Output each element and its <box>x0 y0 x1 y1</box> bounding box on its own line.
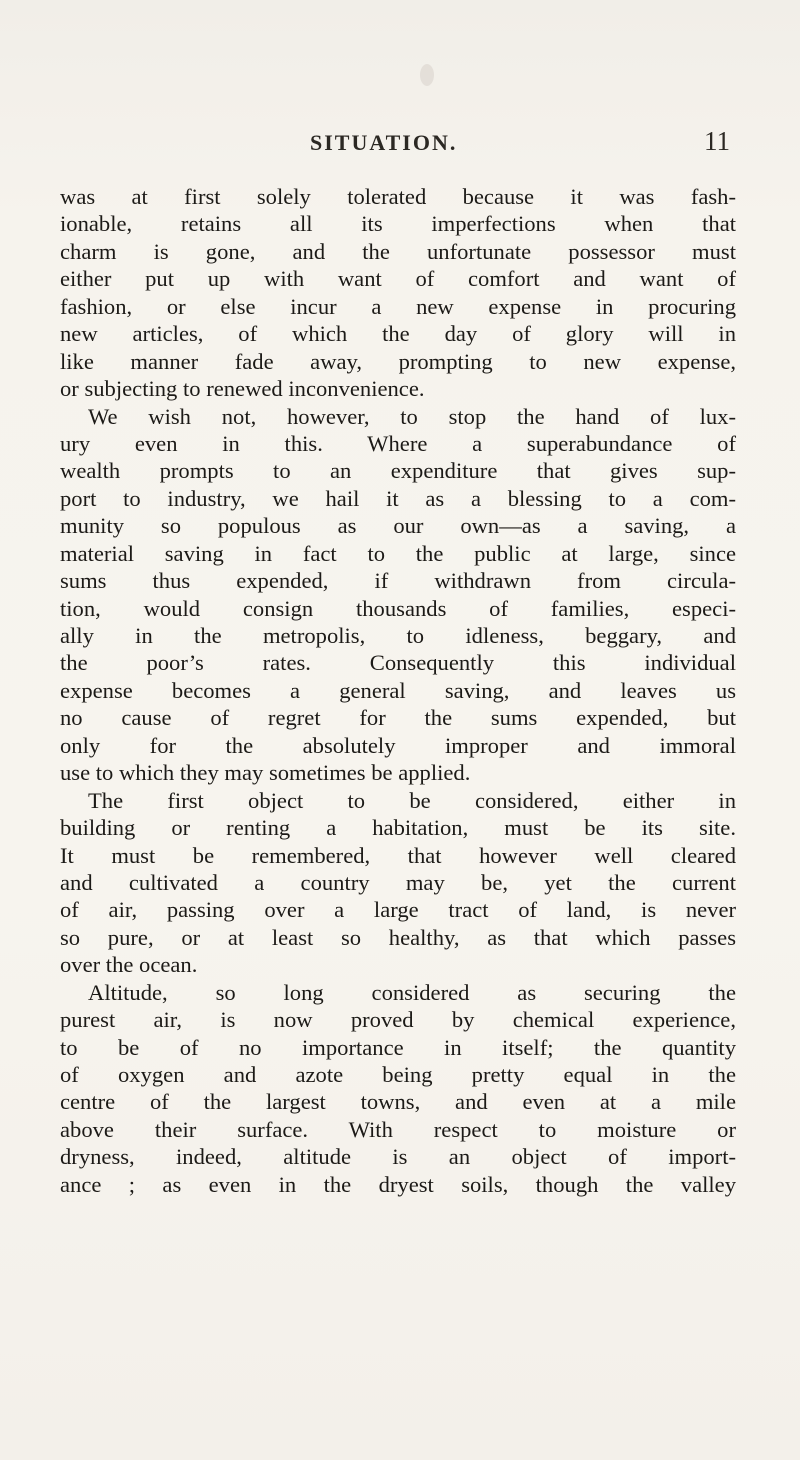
text-line: and cultivated a country may be, yet the current <box>60 869 736 895</box>
text-line: like manner fade away, prompting to new expense, <box>60 348 736 374</box>
text-line: the poor’s rates. Consequently this individual <box>60 650 736 676</box>
text-line: centre of the largest towns, and even at a mile <box>60 1089 736 1115</box>
text-line: ance ; as even in the dryest soils, though the valley <box>60 1171 736 1197</box>
text-line: of oxygen and azote being pretty equal in the <box>60 1062 736 1087</box>
text-line: fashion, or else incur a new expense in procuring <box>60 293 736 319</box>
text-line: above their surface. With respect to moisture or <box>60 1116 736 1142</box>
text-line: new articles, of which the day of glory will in <box>60 321 736 347</box>
text-line: only for the absolutely improper and immoral <box>60 732 736 758</box>
page-header <box>60 126 730 166</box>
ink-smudge <box>420 64 434 86</box>
text-line: ury even in this. Where a superabundance of <box>60 430 736 456</box>
text-line: tion, would consign thousands of families, especi- <box>60 595 736 621</box>
text-line: Altitude, so long considered as securing the <box>88 979 736 1005</box>
text-line: wealth prompts to an expenditure that gives sup- <box>60 458 736 484</box>
text-line: purest air, is now proved by chemical experience, <box>60 1007 736 1033</box>
text-line: so pure, or at least so healthy, as that which passes <box>60 924 736 950</box>
text-line: material saving in fact to the public at large, since <box>60 540 736 566</box>
text-line: The first object to be considered, either in <box>88 787 736 813</box>
text-line: sums thus expended, if withdrawn from circula- <box>60 568 736 594</box>
text-line: building or renting a habitation, must be its site. <box>60 815 736 841</box>
text-line: munity so populous as our own—as a saving, a <box>60 513 736 539</box>
text-line: over the ocean. <box>60 952 198 978</box>
text-line: ally in the metropolis, to idleness, beggary, and <box>60 623 736 648</box>
running-head: SITUATION. <box>310 130 458 155</box>
text-line: of air, passing over a large tract of land, is never <box>60 897 736 923</box>
text-line: ionable, retains all its imperfections when that <box>60 211 736 237</box>
text-line: It must be remembered, that however well cleared <box>60 842 736 868</box>
text-line: charm is gone, and the unfortunate possessor must <box>60 238 736 264</box>
body-text <box>60 183 736 1198</box>
text-line: either put up with want of comfort and want of <box>60 266 736 292</box>
page-number: 11 <box>704 126 730 156</box>
text-line: We wish not, however, to stop the hand of lux- <box>88 403 736 429</box>
text-line: port to industry, we hail it as a blessing to a com- <box>60 485 736 511</box>
text-line: use to which they may sometimes be applied. <box>60 760 471 786</box>
text-line: no cause of regret for the sums expended, but <box>60 705 736 731</box>
text-line: was at first solely tolerated because it was fash- <box>60 184 736 209</box>
text-line: dryness, indeed, altitude is an object of import- <box>60 1144 736 1170</box>
text-line: or subjecting to renewed inconvenience. <box>60 376 425 402</box>
text-line: to be of no importance in itself; the quantity <box>60 1034 736 1060</box>
text-line: expense becomes a general saving, and leaves us <box>60 677 736 703</box>
